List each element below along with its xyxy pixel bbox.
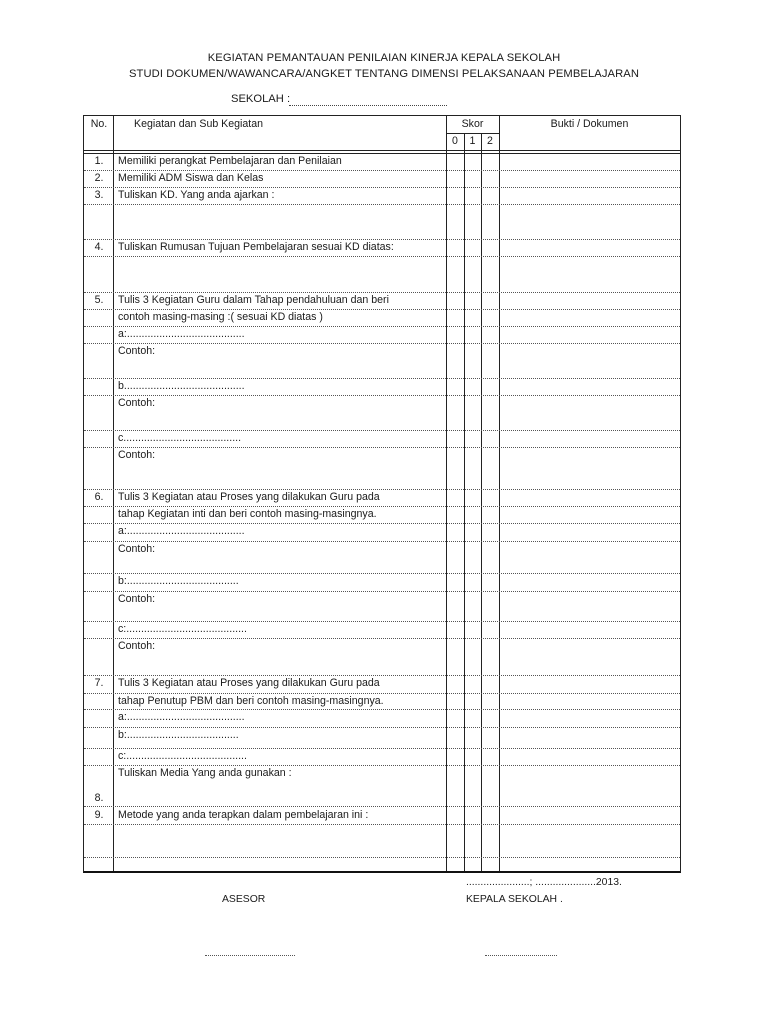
col-divider-skor-1 xyxy=(481,133,482,871)
row-6-text-cont: tahap Kegiatan inti dan beri contoh masing-masingnya. xyxy=(118,508,377,520)
row-5a-field[interactable]: a:........................................ xyxy=(118,328,245,340)
row-5b-example: Contoh: xyxy=(118,397,156,409)
row-3-number: 3. xyxy=(94,189,104,201)
row-2-number: 2. xyxy=(94,172,104,184)
row-7-text: Tulis 3 Kegiatan atau Proses yang dilakukan Guru pada xyxy=(118,677,380,689)
col-header-evidence: Bukti / Dokumen xyxy=(550,118,629,130)
col-divider-skor-end xyxy=(499,116,500,871)
row-1-number: 1. xyxy=(94,155,104,167)
row-8-text: Tuliskan Media Yang anda gunakan : xyxy=(118,767,292,779)
row-3-text: Tuliskan KD. Yang anda ajarkan : xyxy=(118,189,275,201)
row-5c-field[interactable]: c........................................ xyxy=(118,432,242,444)
header-divider-top xyxy=(84,150,680,151)
principal-label: KEPALA SEKOLAH . xyxy=(466,894,563,905)
col-divider-skor-start xyxy=(446,116,447,871)
row-6a-example: Contoh: xyxy=(118,543,156,555)
row-6-number: 6. xyxy=(94,491,104,503)
assessor-signature-line[interactable] xyxy=(205,955,295,956)
row-7-text-cont: tahap Penutup PBM dan beri contoh masing-masingnya. xyxy=(118,695,384,707)
assessor-label: ASESOR xyxy=(222,894,266,905)
document-title-line1: KEGIATAN PEMANTAUAN PENILAIAN KINERJA KEPALA SEKOLAH xyxy=(207,52,561,64)
document-title-line2: STUDI DOKUMEN/WAWANCARA/ANGKET TENTANG DIMENSI PELAKSANAAN PEMBELAJARAN xyxy=(129,68,639,80)
row-6a-field[interactable]: a:........................................ xyxy=(118,525,245,537)
row-5c-example: Contoh: xyxy=(118,449,156,461)
row-7-number: 7. xyxy=(94,677,104,689)
col-header-score-2: 2 xyxy=(487,135,493,147)
school-field[interactable] xyxy=(289,105,447,106)
col-divider-skor-0 xyxy=(464,133,465,871)
row-2-text: Memiliki ADM Siswa dan Kelas xyxy=(118,172,264,184)
col-header-score-1: 1 xyxy=(469,135,476,147)
header-divider-bottom xyxy=(84,153,680,154)
row-6c-field[interactable]: c:......................................... xyxy=(118,623,247,635)
row-7a-field[interactable]: a:........................................ xyxy=(118,711,245,723)
row-6-text: Tulis 3 Kegiatan atau Proses yang dilakukan Guru pada xyxy=(118,491,380,503)
row-7c-field[interactable]: c:......................................... xyxy=(118,750,247,762)
row-6c-example: Contoh: xyxy=(118,640,156,652)
row-8-number: 8. xyxy=(94,792,104,804)
score-subheader-divider xyxy=(446,133,499,134)
row-4-number: 4. xyxy=(94,241,104,253)
row-4-text: Tuliskan Rumusan Tujuan Pembelajaran sesuai KD diatas: xyxy=(118,241,394,253)
row-6b-example: Contoh: xyxy=(118,593,156,605)
col-header-activity: Kegiatan dan Sub Kegiatan xyxy=(134,118,263,130)
row-9-text: Metode yang anda terapkan dalam pembelajaran ini : xyxy=(118,809,369,821)
row-9-number: 9. xyxy=(94,809,104,821)
row-5a-example: Contoh: xyxy=(118,345,156,357)
place-date-field[interactable]: ......................; .....................2013. xyxy=(466,877,622,888)
col-header-score-0: 0 xyxy=(452,135,458,147)
row-7b-field[interactable]: b:...................................... xyxy=(118,729,239,741)
row-6b-field[interactable]: b:...................................... xyxy=(118,575,239,587)
row-5-number: 5. xyxy=(94,294,104,306)
row-5-text-cont: contoh masing-masing :( sesuai KD diatas ) xyxy=(118,311,323,323)
principal-signature-line[interactable] xyxy=(485,955,557,956)
row-5-text: Tulis 3 Kegiatan Guru dalam Tahap pendahuluan dan beri xyxy=(118,294,389,306)
assessment-table xyxy=(83,115,681,873)
col-header-score: Skor xyxy=(461,118,484,130)
col-header-no: No. xyxy=(90,118,108,130)
row-5b-field[interactable]: b......................................... xyxy=(118,380,245,392)
row-1-text: Memiliki perangkat Pembelajaran dan Penilaian xyxy=(118,155,342,167)
school-label: SEKOLAH : xyxy=(231,93,291,105)
